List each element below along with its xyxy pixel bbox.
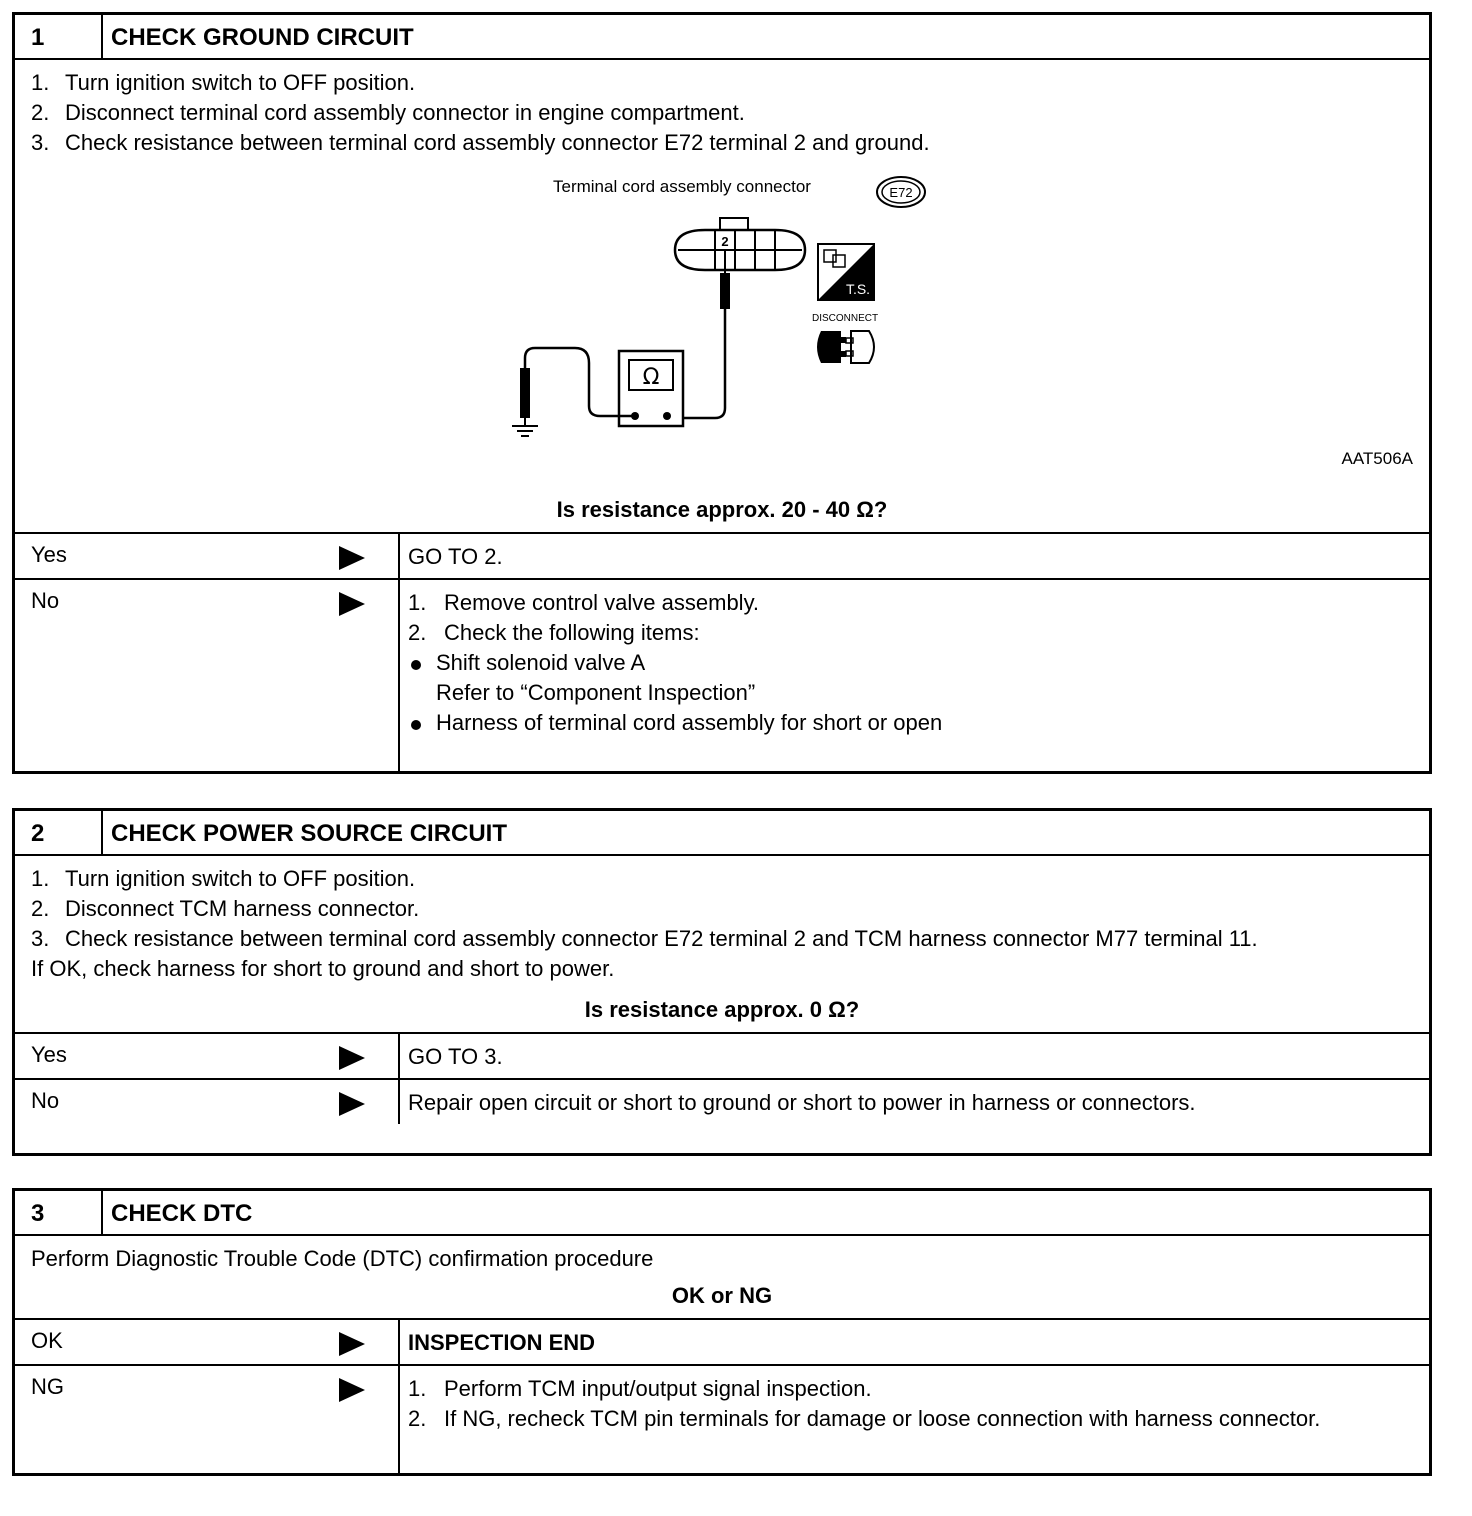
result-line: 1. Remove control valve assembly.: [408, 590, 760, 615]
no-label-cell: [15, 1080, 400, 1124]
ng-result: [400, 1366, 1429, 1476]
answer-label: No: [31, 588, 60, 613]
step-3-header: [15, 1191, 1429, 1236]
answer-label: Yes: [31, 542, 67, 567]
result-line: 2. Check the following items:: [408, 620, 700, 645]
note-text: If OK, check harness for short to ground and short to power.: [31, 956, 615, 981]
step-title: CHECK GROUND CIRCUIT: [111, 24, 414, 51]
svg-text:DISCONNECT: DISCONNECT: [812, 313, 879, 324]
step-2-box: [12, 808, 1432, 1156]
step-number: 3: [15, 1191, 103, 1234]
connector-icon: [675, 218, 805, 270]
step-number: 1: [15, 15, 103, 58]
ok-row: [15, 1318, 1429, 1364]
no-result: Repair open circuit or short to ground or short to power in harness or connectors.: [408, 1090, 1196, 1115]
result-line: 1. Perform TCM input/output signal inspection.: [408, 1376, 872, 1401]
connector-code-badge: [877, 177, 925, 207]
ground-symbol-icon: [512, 426, 538, 436]
result-line: 2. If NG, recheck TCM pin terminals for damage or loose connection with harness connector.: [408, 1406, 1321, 1431]
diagram-caption: Terminal cord assembly connector: [553, 177, 811, 196]
yes-result: GO TO 2.: [408, 544, 503, 569]
procedure-text: Perform Diagnostic Trouble Code (DTC) confirmation procedure: [31, 1246, 654, 1271]
ng-row: [15, 1364, 1429, 1476]
ng-label-cell: [15, 1366, 400, 1476]
arrow-right-icon: [339, 1046, 365, 1070]
arrow-right-icon: [339, 1092, 365, 1116]
step-title: CHECK POWER SOURCE CIRCUIT: [111, 820, 508, 847]
yes-row: [15, 532, 1429, 578]
answer-label: No: [31, 1088, 60, 1113]
check-question: Is resistance approx. 20 - 40 Ω?: [556, 497, 888, 522]
instruction-item: 2. Disconnect terminal cord assembly connector in engine compartment.: [31, 100, 745, 125]
instruction-item: 3. Check resistance between terminal cord assembly connector E72 terminal 2 and ground.: [31, 130, 930, 155]
answer-label: NG: [31, 1374, 64, 1399]
check-question: Is resistance approx. 0 Ω?: [584, 997, 860, 1022]
svg-text:T.S.: T.S.: [845, 281, 871, 297]
instruction-item: 2. Disconnect TCM harness connector.: [31, 896, 420, 921]
wiring-diagram: [15, 158, 1429, 488]
instruction-list: [15, 60, 1429, 158]
step-2-header: [15, 811, 1429, 856]
no-row: [15, 1078, 1429, 1124]
arrow-right-icon: [339, 546, 365, 570]
instruction-item: 1. Turn ignition switch to OFF position.: [31, 70, 416, 95]
yes-result: GO TO 3.: [408, 1044, 503, 1069]
bullet-icon: [408, 708, 436, 738]
tester-ts-icon: [818, 244, 874, 300]
bullet-item: Harness of terminal cord assembly for short or open: [408, 708, 1419, 738]
step-number: 2: [15, 811, 103, 854]
bullet-item: Shift solenoid valve A: [408, 648, 1419, 678]
no-row: [15, 578, 1429, 774]
disconnect-icon: [812, 313, 878, 363]
ok-label-cell: [15, 1320, 400, 1364]
arrow-right-icon: [339, 1332, 365, 1356]
figure-id: AAT506A: [1341, 449, 1413, 468]
no-label-cell: [15, 580, 400, 774]
answer-label: OK: [31, 1328, 63, 1353]
arrow-right-icon: [339, 592, 365, 616]
step-1-header: [15, 15, 1429, 60]
svg-text:E72: E72: [889, 185, 913, 200]
svg-text:Ω: Ω: [642, 365, 660, 390]
yes-row: [15, 1032, 1429, 1078]
yes-label-cell: [15, 534, 400, 578]
step-3-box: [12, 1188, 1432, 1476]
instruction-item: 3. Check resistance between terminal cord assembly connector E72 terminal 2 and TCM harness connector M77 terminal 11.: [31, 926, 1258, 951]
ok-result: INSPECTION END: [408, 1330, 596, 1355]
arrow-right-icon: [339, 1378, 365, 1402]
answer-label: Yes: [31, 1042, 67, 1067]
check-question: OK or NG: [671, 1283, 773, 1308]
bullet-icon: [408, 648, 436, 678]
step-1-box: [12, 12, 1432, 774]
yes-label-cell: [15, 1034, 400, 1078]
instruction-item: 1. Turn ignition switch to OFF position.: [31, 866, 416, 891]
no-result: [400, 580, 1429, 774]
instruction-list: [15, 856, 1429, 954]
svg-text:2: 2: [721, 234, 729, 249]
step-title: CHECK DTC: [111, 1200, 253, 1227]
bullet-subtext: Refer to “Component Inspection”: [436, 680, 756, 705]
